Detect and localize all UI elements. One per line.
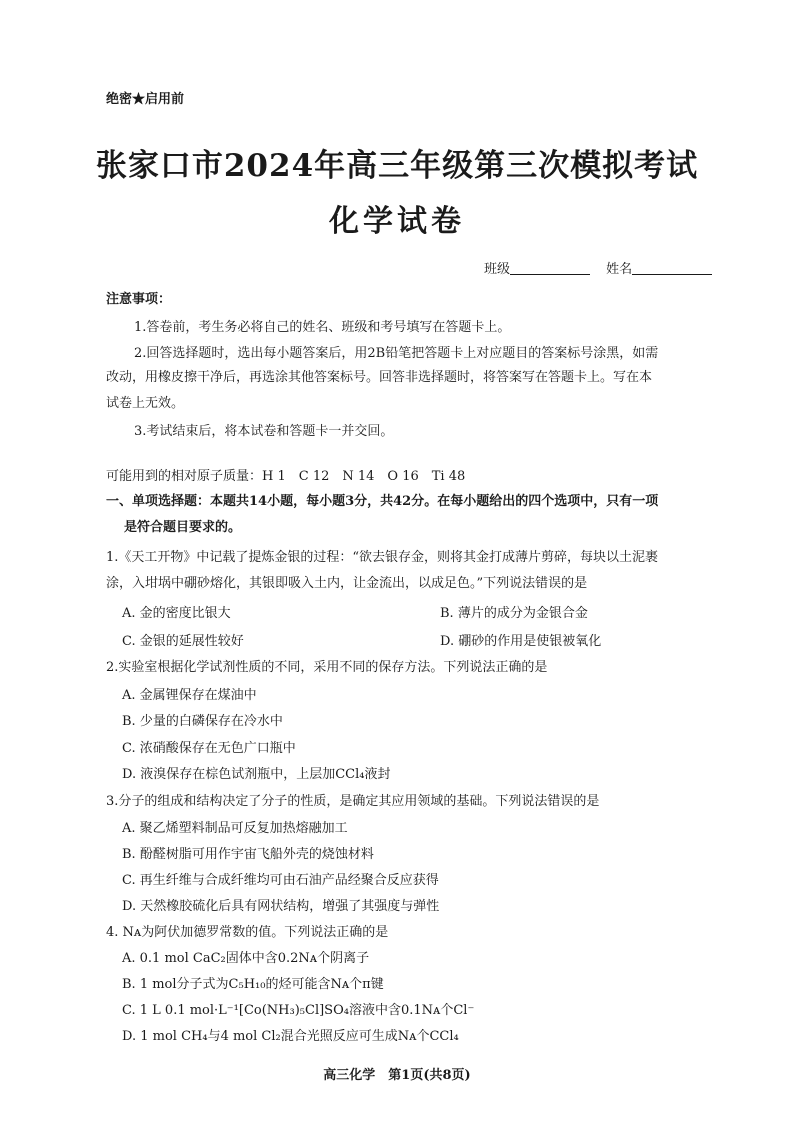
q4-stem: 4. Nᴀ为阿伏加德罗常数的值。下列说法正确的是	[106, 925, 389, 940]
notice-item-2c: 试卷上无效。	[106, 396, 185, 411]
q4-option-d: D. 1 mol CH₄与4 mol Cl₂混合光照反应可生成Nᴀ个CCl₄	[122, 1029, 459, 1044]
q4-option-b: B. 1 mol分子式为C₅H₁₀的烃可能含Nᴀ个π键	[122, 977, 384, 992]
notice-item-2a: 2.回答选择题时，选出每小题答案后，用2B铅笔把答题卡上对应题目的答案标号涂黑，如需	[134, 346, 659, 361]
section-1-heading: 一、单项选择题：本题共14小题，每小题3分，共42分。在每小题给出的四个选项中，只有一项	[106, 494, 659, 509]
name-blank	[632, 262, 712, 275]
notice-item-3: 3.考试结束后，将本试卷和答题卡一并交回。	[134, 424, 394, 439]
q1-option-b: B. 薄片的成分为金银合金	[440, 606, 588, 621]
class-blank	[510, 262, 590, 275]
section-1-heading-cont: 是符合题目要求的。	[124, 520, 242, 535]
class-label: 班级	[484, 262, 511, 277]
q2-option-d: D. 液溴保存在棕色试剂瓶中，上层加CCl₄液封	[122, 767, 391, 782]
q3-stem: 3.分子的组成和结构决定了分子的性质，是确定其应用领域的基础。下列说法错误的是	[106, 794, 600, 809]
q1-option-a: A. 金的密度比银大	[122, 606, 231, 621]
q2-option-c: C. 浓硝酸保存在无色广口瓶中	[122, 741, 296, 756]
q1-option-c: C. 金银的延展性较好	[122, 634, 244, 649]
q2-stem: 2.实验室根据化学试剂性质的不同，采用不同的保存方法。下列说法正确的是	[106, 660, 548, 675]
q3-option-b: B. 酚醛树脂可用作宇宙飞船外壳的烧蚀材料	[122, 847, 374, 862]
q1-option-d: D. 硼砂的作用是使银被氧化	[440, 634, 602, 649]
q3-option-d: D. 天然橡胶硫化后具有网状结构，增强了其强度与弹性	[122, 899, 440, 914]
q1-stem-a: 1.《天工开物》中记载了提炼金银的过程：“欲去银存金，则将其金打成薄片剪碎，每块以土泥裹	[106, 550, 659, 565]
notice-heading: 注意事项：	[106, 292, 172, 307]
q2-option-a: A. 金属锂保存在煤油中	[122, 688, 257, 703]
class-name-fields	[484, 258, 724, 277]
exam-title: 张家口市2024年高三年级第三次模拟考试	[95, 148, 699, 184]
notice-item-2b: 改动，用橡皮擦干净后，再选涂其他答案标号。回答非选择题时，将答案写在答题卡上。写在本	[106, 370, 653, 385]
secret-mark: 绝密★启用前	[106, 92, 185, 107]
q1-stem-b: 涂，入坩埚中硼砂熔化，其银即吸入土内，让金流出，以成足色。”下列说法错误的是	[106, 576, 588, 591]
notice-item-1: 1.答卷前，考生务必将自己的姓名、班级和考号填写在答题卡上。	[134, 320, 511, 335]
q2-option-b: B. 少量的白磷保存在冷水中	[122, 714, 283, 729]
q3-option-a: A. 聚乙烯塑料制品可反复加热熔融加工	[122, 821, 348, 836]
name-label: 姓名	[606, 262, 633, 277]
q4-option-c: C. 1 L 0.1 mol·L⁻¹[Co(NH₃)₅Cl]SO₄溶液中含0.1Nᴀ个Cl⁻	[122, 1003, 475, 1018]
page-footer: 高三化学 第1页(共8页)	[323, 1068, 471, 1083]
q3-option-c: C. 再生纤维与合成纤维均可由石油产品经聚合反应获得	[122, 873, 439, 888]
atomic-mass-line: 可能用到的相对原子质量：H 1 C 12 N 14 O 16 Ti 48	[106, 469, 466, 484]
q4-option-a: A. 0.1 mol CaC₂固体中含0.2Nᴀ个阴离子	[122, 951, 370, 966]
exam-subject: 化学试卷	[329, 204, 465, 239]
